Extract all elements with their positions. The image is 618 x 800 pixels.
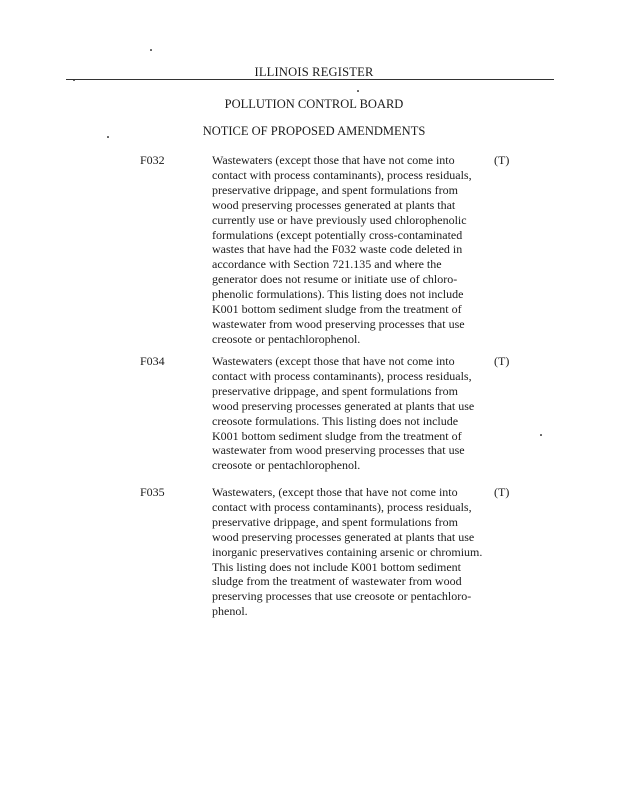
description-line: contact with process contaminants), process residuals, — [212, 368, 472, 383]
scan-speck — [540, 434, 542, 436]
waste-description — [212, 354, 502, 473]
description-line: preservative drippage, and spent formulations from — [212, 182, 458, 197]
scan-speck — [150, 49, 152, 51]
description-line: Wastewaters (except those that have not come into — [212, 354, 455, 368]
description-line: formulations (except potentially cross-contaminated — [212, 227, 463, 242]
description-line: generator does not resume or initiate use of chloro- — [212, 272, 458, 287]
description-line: K001 bottom sediment sludge from the treatment of — [212, 302, 462, 317]
description-line: Wastewaters, (except those that have not come into — [212, 485, 458, 499]
hazard-code: (T) — [494, 354, 510, 368]
description-line: creosote or pentachlorophenol. — [212, 458, 361, 473]
description-line: wood preserving processes generated at plants that — [212, 197, 456, 212]
description-line: phenol. — [212, 604, 248, 619]
description-line: wastes that have had the F032 waste code deleted in — [212, 242, 463, 257]
description-line: contact with process contaminants), process residuals, — [212, 499, 472, 514]
description-line: Wastewaters (except those that have not come into — [212, 153, 455, 167]
description-line: preservative drippage, and spent formulations from — [212, 383, 458, 398]
description-line: wood preserving processes generated at plants that use — [212, 398, 475, 413]
waste-description — [212, 153, 502, 347]
register-title: ILLINOIS REGISTER — [254, 65, 374, 79]
description-line: wastewater from wood preserving processes that use — [212, 443, 465, 458]
board-name: POLLUTION CONTROL BOARD — [224, 97, 404, 111]
description-line: contact with process contaminants), process residuals, — [212, 167, 472, 182]
hazard-code: (T) — [494, 153, 510, 167]
description-line: phenolic formulations). This listing does not include — [212, 287, 464, 302]
waste-description — [212, 485, 502, 619]
waste-code: F035 — [140, 485, 165, 499]
description-line: accordance with Section 721.135 and where the — [212, 257, 442, 272]
description-line: creosote formulations. This listing does not include — [212, 413, 459, 428]
description-line: K001 bottom sediment sludge from the treatment of — [212, 428, 462, 443]
description-line: wood preserving processes generated at plants that use — [212, 529, 475, 544]
waste-code: F034 — [140, 354, 165, 368]
description-line: wastewater from wood preserving processes that use — [212, 316, 465, 331]
description-line: creosote or pentachlorophenol. — [212, 331, 361, 346]
description-line: preserving processes that use creosote or pentachloro- — [212, 589, 472, 604]
description-line: currently use or have previously used chlorophenolic — [212, 212, 467, 227]
header-rule — [66, 79, 554, 80]
description-line: sludge from the treatment of wastewater from wood — [212, 574, 462, 589]
notice-title: NOTICE OF PROPOSED AMENDMENTS — [202, 124, 426, 138]
description-line: preservative drippage, and spent formulations from — [212, 514, 458, 529]
hazard-code: (T) — [494, 485, 510, 499]
description-line: This listing does not include K001 bottom sediment — [212, 559, 461, 574]
scan-speck — [357, 90, 359, 92]
description-line: inorganic preservatives containing arsenic or chromium. — [212, 544, 483, 559]
waste-code: F032 — [140, 153, 165, 167]
